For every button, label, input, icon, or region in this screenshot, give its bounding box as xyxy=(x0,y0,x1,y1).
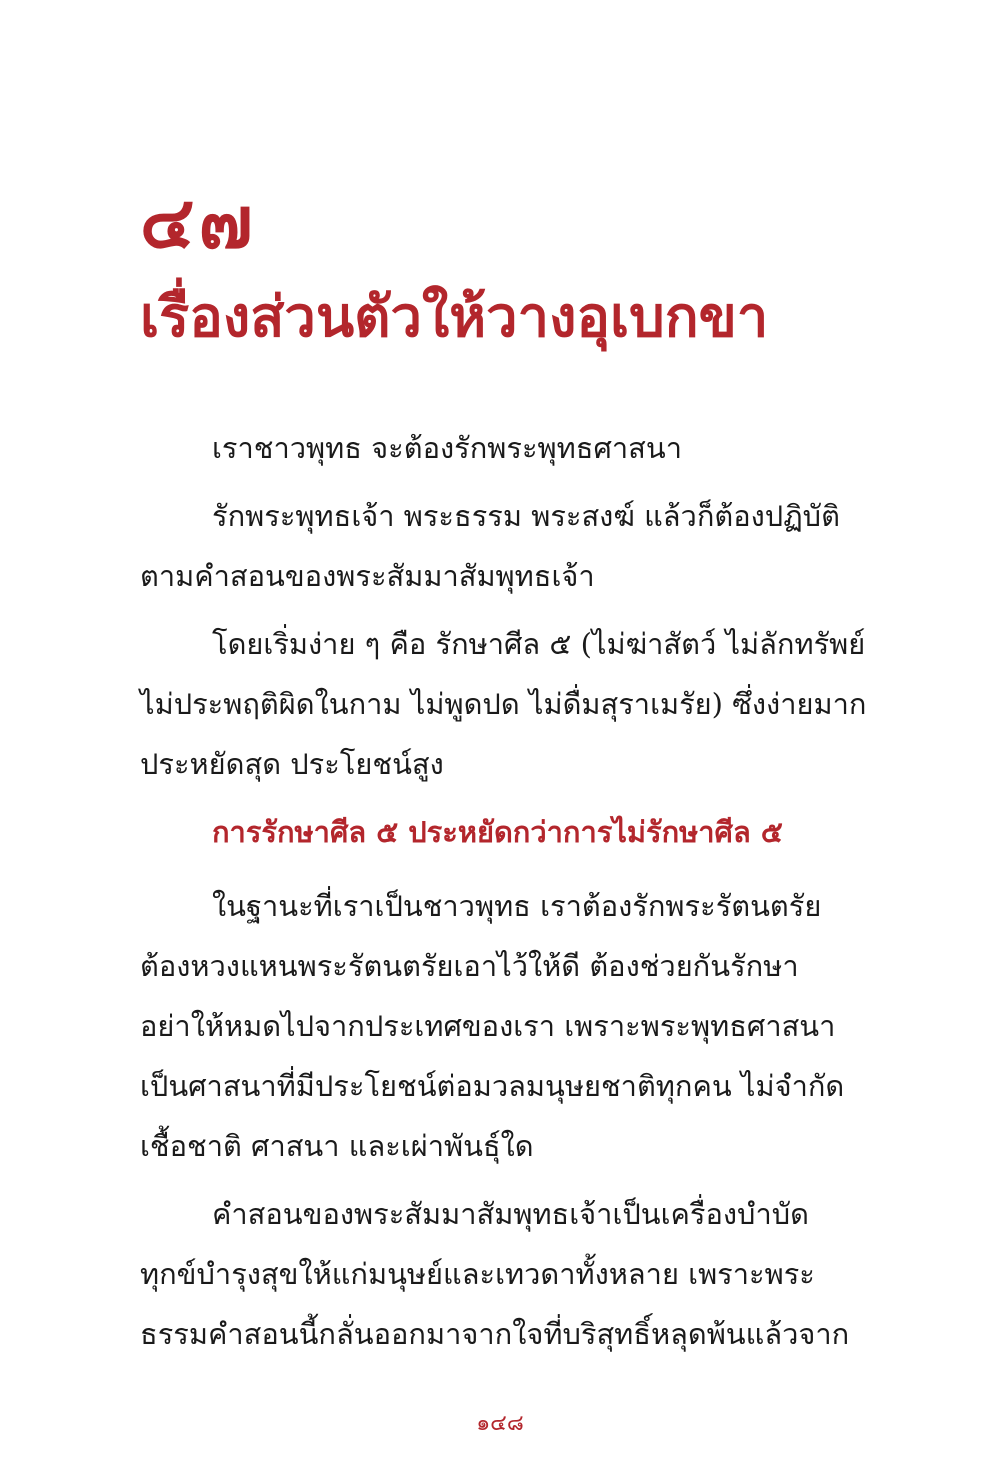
section-subheading: การรักษาศีล ๕ ประหยัดกว่าการไม่รักษาศีล ๕ xyxy=(212,815,783,849)
paragraph-line: ตามคำสอนของพระสัมมาสัมพุทธเจ้า xyxy=(140,559,595,593)
page-number: ๑๔๘ xyxy=(476,1411,524,1436)
paragraph xyxy=(140,1184,850,1364)
paragraph-line: รักพระพุทธเจ้า พระธรรม พระสงฆ์ แล้วก็ต้องปฏิบัติ xyxy=(212,499,840,533)
paragraph xyxy=(140,486,840,606)
paragraph-line: เป็นศาสนาที่มีประโยชน์ต่อมวลมนุษยชาติทุกคน ไม่จำกัด xyxy=(140,1069,845,1103)
paragraph xyxy=(140,876,845,1176)
paragraph-line: ทุกข์บำรุงสุขให้แก่มนุษย์และเทวดาทั้งหลาย เพราะพระ xyxy=(140,1257,815,1291)
paragraph-line: โดยเริ่มง่าย ๆ คือ รักษาศีล ๕ (ไม่ฆ่าสัตว์ ไม่ลักทรัพย์ xyxy=(212,627,866,661)
paragraph xyxy=(140,418,830,478)
paragraph xyxy=(140,614,867,794)
paragraph-line: คำสอนของพระสัมมาสัมพุทธเจ้าเป็นเครื่องบำบัด xyxy=(212,1197,809,1231)
paragraph-line: ไม่ประพฤติผิดในกาม ไม่พูดปด ไม่ดื่มสุราเมรัย) ซึ่งง่ายมาก xyxy=(140,687,867,721)
paragraph-line: เชื้อชาติ ศาสนา และเผ่าพันธุ์ใด xyxy=(140,1129,534,1163)
body-text xyxy=(140,418,867,1372)
paragraph-line: ธรรมคำสอนนี้กลั่นออกมาจากใจที่บริสุทธิ์หลุดพ้นแล้วจาก xyxy=(140,1317,850,1351)
paragraph-line: เราชาวพุทธ จะต้องรักพระพุทธศาสนา xyxy=(212,431,682,465)
paragraph-line: ต้องหวงแหนพระรัตนตรัยเอาไว้ให้ดี ต้องช่วยกันรักษา xyxy=(140,949,799,983)
paragraph-line: ประหยัดสุด ประโยชน์สูง xyxy=(140,747,444,781)
chapter-title: เรื่องส่วนตัวให้วางอุเบกขา xyxy=(140,284,769,350)
paragraph-line: ในฐานะที่เราเป็นชาวพุทธ เราต้องรักพระรัตนตรัย xyxy=(212,889,822,923)
chapter-number: ๔๗ xyxy=(140,179,257,264)
paragraph-line: อย่าให้หมดไปจากประเทศของเรา เพราะพระพุทธศาสนา xyxy=(140,1009,836,1043)
